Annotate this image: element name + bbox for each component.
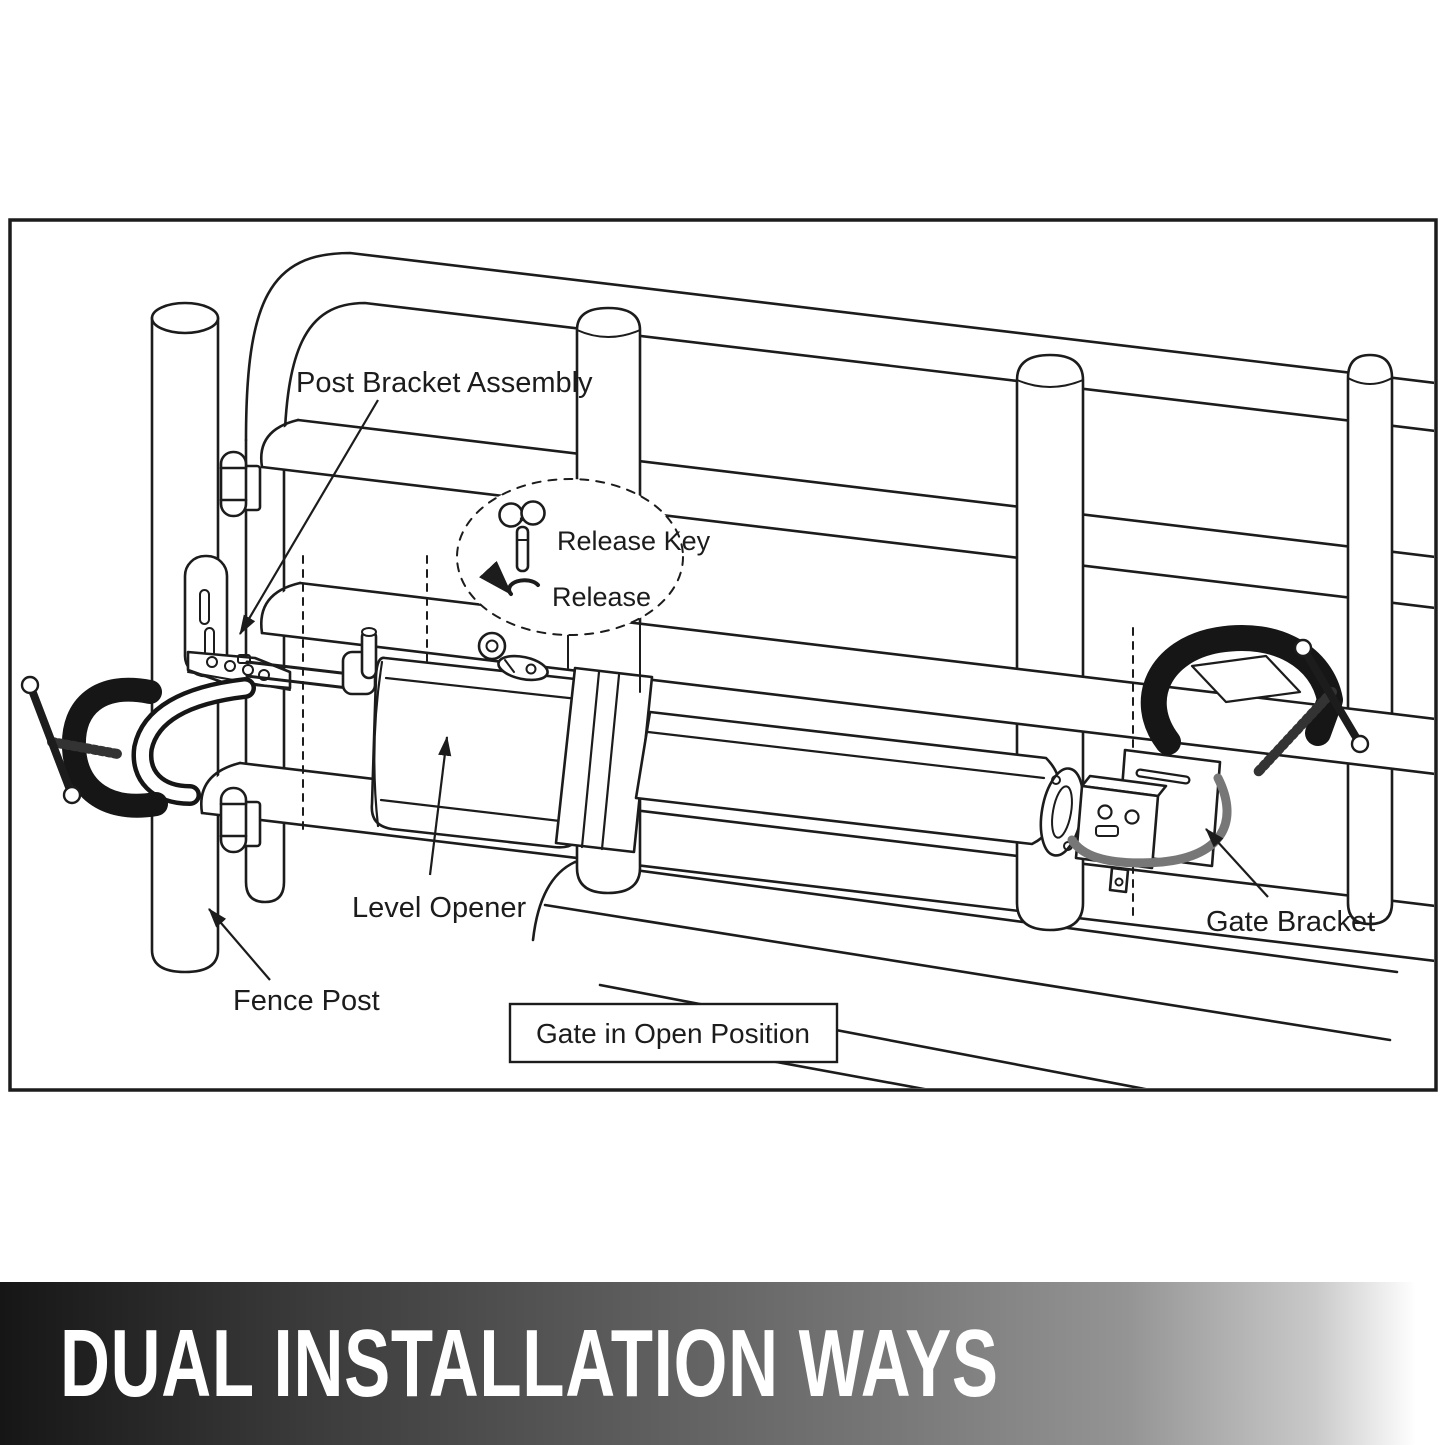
label-release: Release — [552, 582, 652, 612]
label-fence-post: Fence Post — [233, 985, 380, 1017]
bottom-banner — [0, 1282, 1445, 1445]
caption-text: Gate in Open Position — [536, 1018, 810, 1049]
label-level-opener: Level Opener — [352, 892, 527, 924]
caption-box — [510, 1004, 837, 1062]
banner-title: DUAL INSTALLATION WAYS — [60, 1309, 999, 1417]
label-post-bracket-assembly: Post Bracket Assembly — [296, 367, 593, 399]
gate-rail-2 — [261, 420, 1436, 608]
label-release-key: Release Key — [557, 526, 711, 556]
fence-post-right — [1348, 355, 1392, 924]
label-gate-bracket: Gate Bracket — [1206, 906, 1376, 938]
